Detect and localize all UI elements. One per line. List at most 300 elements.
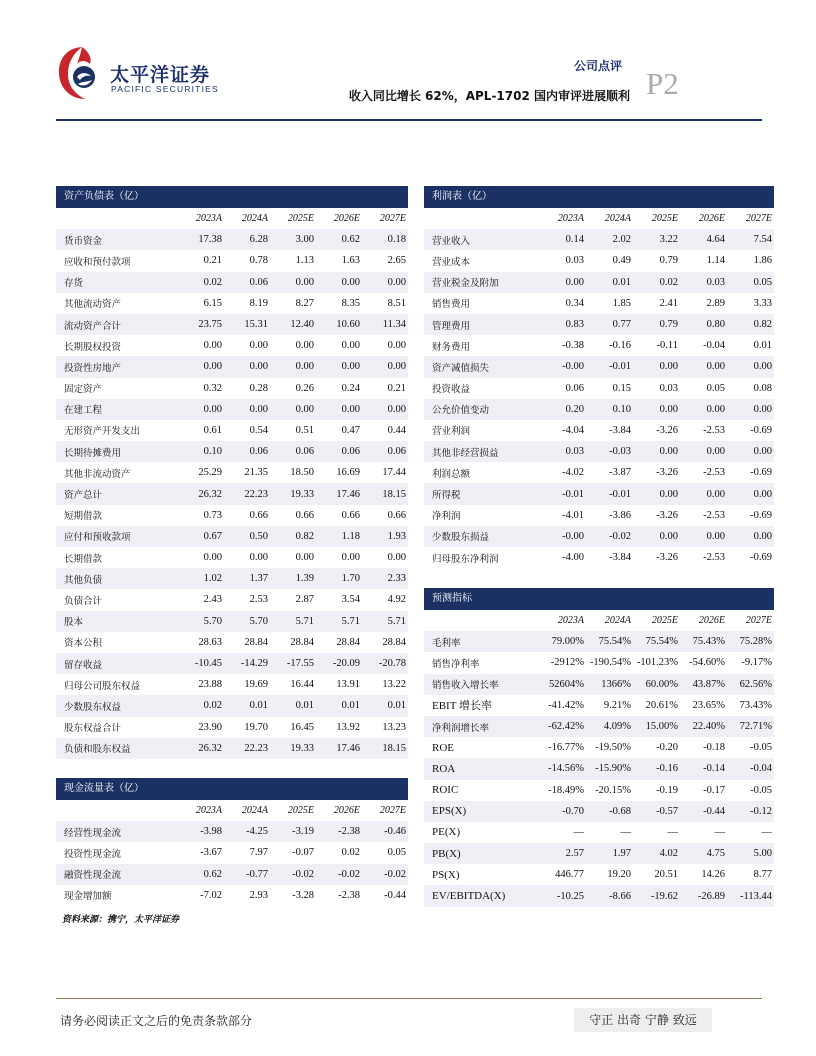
- table-row: [424, 695, 774, 716]
- row-label: 其他流动资产: [64, 299, 122, 311]
- table-row: [56, 632, 408, 653]
- row-value-cell: 0.62: [203, 868, 222, 880]
- row-value-cell: 0.00: [341, 276, 360, 288]
- table-row: [424, 885, 774, 906]
- row-value-cell: 0.83: [565, 319, 584, 331]
- table-row: [424, 483, 774, 504]
- table-row: [424, 229, 774, 250]
- row-value-cell: 1.02: [203, 573, 222, 585]
- row-value-cell: 0.06: [249, 446, 268, 458]
- row-label: 固定资产: [64, 384, 103, 396]
- table-row: [56, 378, 408, 399]
- row-value-cell: 0.08: [753, 382, 772, 394]
- row-value-cell: -0.77: [246, 868, 268, 880]
- row-label: 长期股权投资: [64, 341, 122, 353]
- table-row: [56, 399, 408, 420]
- row-value-cell: 75.28%: [739, 636, 772, 648]
- row-value-cell: -10.45: [194, 658, 222, 670]
- table-row: [424, 526, 774, 547]
- table-row: [424, 843, 774, 864]
- row-value-cell: 0.05: [706, 382, 725, 394]
- row-value-cell: -0.68: [609, 805, 631, 817]
- row-value-cell: 1.70: [341, 573, 360, 585]
- row-value-cell: -19.62: [650, 890, 678, 902]
- row-value-cell: 0.21: [203, 255, 222, 267]
- row-value-cell: -0.04: [750, 763, 772, 775]
- row-value-cell: -54.60%: [689, 657, 725, 669]
- row-value-cell: 15.00%: [645, 721, 678, 733]
- row-value-cell: -2.38: [338, 826, 360, 838]
- row-value-cell: 19.33: [290, 488, 314, 500]
- row-label: 财务费用: [432, 341, 471, 353]
- row-value-cell: -0.14: [703, 763, 725, 775]
- row-value-cell: -0.12: [750, 805, 772, 817]
- table-row: [424, 674, 774, 695]
- table-row: [56, 717, 408, 738]
- forecast-indicators-table: [424, 588, 774, 907]
- table-row: [424, 250, 774, 271]
- row-value-cell: 15.31: [244, 319, 268, 331]
- row-value-cell: -0.57: [656, 805, 678, 817]
- table-row: [56, 314, 408, 335]
- row-value-cell: -26.89: [697, 890, 725, 902]
- row-value-cell: 0.00: [706, 361, 725, 373]
- row-value-cell: 0.00: [387, 340, 406, 352]
- row-value-cell: -0.69: [750, 467, 772, 479]
- year-header-cell: 2027E: [379, 805, 406, 817]
- row-value-cell: —: [667, 826, 678, 838]
- table-title: 资产负债表（亿）: [56, 186, 408, 208]
- row-value-cell: -10.25: [556, 890, 584, 902]
- row-value-cell: 0.05: [753, 276, 772, 288]
- row-value-cell: 0.00: [203, 403, 222, 415]
- row-value-cell: 1.37: [249, 573, 268, 585]
- row-value-cell: 0.80: [706, 319, 725, 331]
- row-value-cell: 0.01: [295, 700, 314, 712]
- row-value-cell: 10.60: [336, 319, 360, 331]
- row-label: 资产减值损失: [432, 362, 490, 374]
- row-value-cell: 13.22: [382, 679, 406, 691]
- row-value-cell: -8.66: [609, 890, 631, 902]
- row-value-cell: 2.65: [387, 255, 406, 267]
- table-row: [424, 420, 774, 441]
- row-value-cell: 17.46: [336, 742, 360, 754]
- row-value-cell: 4.64: [706, 234, 725, 246]
- row-label: ROIC: [432, 784, 459, 797]
- row-value-cell: 0.20: [565, 403, 584, 415]
- row-value-cell: 0.01: [753, 340, 772, 352]
- table-row: [424, 631, 774, 652]
- row-value-cell: 23.88: [198, 679, 222, 691]
- row-value-cell: 3.54: [341, 594, 360, 606]
- table-row: [56, 462, 408, 483]
- row-value-cell: 0.66: [387, 509, 406, 521]
- row-value-cell: 0.47: [341, 424, 360, 436]
- row-value-cell: 1.14: [706, 255, 725, 267]
- row-value-cell: 2.87: [295, 594, 314, 606]
- row-value-cell: 0.05: [387, 847, 406, 859]
- row-value-cell: 8.35: [341, 297, 360, 309]
- row-value-cell: 7.97: [249, 847, 268, 859]
- row-value-cell: 5.71: [341, 615, 360, 627]
- row-value-cell: 0.00: [706, 446, 725, 458]
- table-row: [56, 842, 408, 863]
- row-value-cell: 0.00: [659, 488, 678, 500]
- row-value-cell: —: [714, 826, 725, 838]
- row-value-cell: -0.16: [656, 763, 678, 775]
- row-value-cell: 8.77: [753, 869, 772, 881]
- table-row: [56, 547, 408, 568]
- row-value-cell: -3.19: [292, 826, 314, 838]
- row-value-cell: 12.40: [290, 319, 314, 331]
- row-value-cell: 1366%: [601, 678, 631, 690]
- table-row: [424, 356, 774, 377]
- row-value-cell: 4.02: [659, 848, 678, 860]
- row-value-cell: 0.00: [753, 361, 772, 373]
- table-row: [56, 420, 408, 441]
- row-value-cell: 6.15: [203, 297, 222, 309]
- row-value-cell: 17.46: [336, 488, 360, 500]
- table-row: [56, 293, 408, 314]
- row-value-cell: -0.01: [562, 488, 584, 500]
- row-label: 管理费用: [432, 320, 471, 332]
- row-value-cell: -15.90%: [595, 763, 631, 775]
- table-row: [424, 716, 774, 737]
- row-value-cell: 0.32: [203, 382, 222, 394]
- row-label: 经营性现金流: [64, 827, 122, 839]
- row-value-cell: 0.54: [249, 424, 268, 436]
- year-header-cell: 2026E: [698, 615, 725, 627]
- row-value-cell: 1.93: [387, 530, 406, 542]
- row-label: 短期借款: [64, 511, 103, 523]
- row-value-cell: -190.54%: [589, 657, 631, 669]
- year-header-cell: 2023A: [557, 213, 584, 225]
- row-value-cell: 0.10: [612, 403, 631, 415]
- row-value-cell: -3.26: [656, 424, 678, 436]
- table-row: [56, 335, 408, 356]
- row-label: 股本: [64, 617, 84, 629]
- row-value-cell: -19.50%: [595, 742, 631, 754]
- row-value-cell: 23.90: [198, 721, 222, 733]
- row-value-cell: 8.19: [249, 297, 268, 309]
- row-value-cell: 0.00: [387, 361, 406, 373]
- row-label: 货币资金: [64, 235, 103, 247]
- row-value-cell: 72.71%: [739, 721, 772, 733]
- row-value-cell: 1.97: [612, 848, 631, 860]
- row-label: EV/EBITDA(X): [432, 890, 506, 903]
- row-label: 其他负债: [64, 574, 103, 586]
- row-label: 营业利润: [432, 426, 471, 438]
- data-source-note: 资料来源：携宁，太平洋证券: [62, 915, 180, 925]
- row-value-cell: -0.69: [750, 424, 772, 436]
- table-row: [424, 652, 774, 673]
- row-value-cell: 16.69: [336, 467, 360, 479]
- year-header-cell: 2026E: [698, 213, 725, 225]
- row-value-cell: -0.01: [609, 488, 631, 500]
- row-label: ROE: [432, 741, 454, 754]
- row-value-cell: 11.34: [382, 319, 406, 331]
- row-value-cell: -0.19: [656, 784, 678, 796]
- table-row: [56, 505, 408, 526]
- row-value-cell: 0.00: [295, 361, 314, 373]
- row-label: 应付和预收款项: [64, 532, 131, 544]
- year-header-row: [56, 208, 408, 229]
- row-label: 净利润: [432, 511, 461, 523]
- year-header-cell: 2025E: [287, 213, 314, 225]
- row-value-cell: 0.00: [203, 361, 222, 373]
- header-divider: [56, 119, 762, 121]
- row-value-cell: -0.01: [609, 361, 631, 373]
- row-label: PB(X): [432, 847, 461, 860]
- row-value-cell: 2.89: [706, 297, 725, 309]
- row-value-cell: 5.71: [295, 615, 314, 627]
- row-value-cell: 0.03: [565, 446, 584, 458]
- row-value-cell: -0.17: [703, 784, 725, 796]
- row-value-cell: 28.63: [198, 636, 222, 648]
- row-label: 投资性房地产: [64, 362, 122, 374]
- row-value-cell: 23.75: [198, 319, 222, 331]
- row-value-cell: 0.00: [249, 340, 268, 352]
- row-value-cell: 19.69: [244, 679, 268, 691]
- table-row: [424, 293, 774, 314]
- row-value-cell: 75.43%: [692, 636, 725, 648]
- row-value-cell: 26.32: [198, 742, 222, 754]
- row-label: 少数股东损益: [432, 532, 490, 544]
- row-value-cell: -9.17%: [741, 657, 772, 669]
- table-row: [424, 335, 774, 356]
- row-value-cell: 0.00: [753, 403, 772, 415]
- row-value-cell: 8.51: [387, 297, 406, 309]
- row-label: EBIT 增长率: [432, 700, 492, 713]
- year-header-cell: 2025E: [651, 213, 678, 225]
- row-label: 负债合计: [64, 595, 103, 607]
- row-label: 归母股东净利润: [432, 553, 499, 565]
- row-value-cell: 25.29: [198, 467, 222, 479]
- row-value-cell: 2.53: [249, 594, 268, 606]
- row-value-cell: 5.00: [753, 848, 772, 860]
- year-header-cell: 2023A: [557, 615, 584, 627]
- row-value-cell: -3.26: [656, 509, 678, 521]
- table-row: [56, 229, 408, 250]
- row-value-cell: 0.18: [387, 234, 406, 246]
- row-value-cell: 13.91: [336, 679, 360, 691]
- row-value-cell: -3.86: [609, 509, 631, 521]
- row-label: 营业成本: [432, 256, 471, 268]
- row-value-cell: 0.02: [341, 847, 360, 859]
- row-value-cell: —: [620, 826, 631, 838]
- row-value-cell: 19.20: [607, 869, 631, 881]
- row-value-cell: 0.03: [706, 276, 725, 288]
- row-label: 应收和预付款项: [64, 256, 131, 268]
- row-value-cell: 1.63: [341, 255, 360, 267]
- row-value-cell: 52604%: [549, 678, 584, 690]
- brand-name-en: PACIFIC SECURITIES: [111, 84, 219, 94]
- row-value-cell: -3.28: [292, 889, 314, 901]
- row-value-cell: 17.44: [382, 467, 406, 479]
- row-value-cell: 28.84: [382, 636, 406, 648]
- row-value-cell: 3.00: [295, 234, 314, 246]
- row-value-cell: -0.38: [562, 340, 584, 352]
- row-value-cell: -4.04: [562, 424, 584, 436]
- row-value-cell: -0.46: [384, 826, 406, 838]
- row-value-cell: -0.02: [338, 868, 360, 880]
- row-value-cell: 28.84: [290, 636, 314, 648]
- row-value-cell: 2.57: [565, 848, 584, 860]
- row-value-cell: 0.00: [341, 361, 360, 373]
- table-title: 现金流量表（亿）: [56, 778, 408, 800]
- row-value-cell: 0.34: [565, 297, 584, 309]
- row-value-cell: 0.66: [341, 509, 360, 521]
- row-value-cell: -0.44: [384, 889, 406, 901]
- year-header-cell: 2025E: [651, 615, 678, 627]
- row-label: 存货: [64, 278, 84, 290]
- row-value-cell: 1.18: [341, 530, 360, 542]
- row-value-cell: 19.33: [290, 742, 314, 754]
- year-header-cell: 2025E: [287, 805, 314, 817]
- table-row: [56, 885, 408, 906]
- row-value-cell: -3.67: [200, 847, 222, 859]
- row-value-cell: 0.00: [706, 530, 725, 542]
- row-value-cell: 2.02: [612, 234, 631, 246]
- row-value-cell: -3.26: [656, 467, 678, 479]
- row-value-cell: 0.77: [612, 319, 631, 331]
- row-value-cell: 0.21: [387, 382, 406, 394]
- row-value-cell: 0.01: [249, 700, 268, 712]
- table-row: [56, 653, 408, 674]
- row-label: PE(X): [432, 826, 461, 839]
- row-label: 销售净利率: [432, 658, 480, 670]
- row-label: 在建工程: [64, 405, 103, 417]
- row-value-cell: 0.00: [203, 552, 222, 564]
- row-value-cell: -2.53: [703, 552, 725, 564]
- row-value-cell: -0.69: [750, 509, 772, 521]
- row-value-cell: 0.02: [203, 700, 222, 712]
- row-value-cell: 0.03: [659, 382, 678, 394]
- row-value-cell: 0.00: [295, 552, 314, 564]
- row-value-cell: 0.00: [387, 276, 406, 288]
- row-value-cell: 13.92: [336, 721, 360, 733]
- row-value-cell: 9.21%: [603, 699, 631, 711]
- row-value-cell: 0.00: [659, 403, 678, 415]
- row-value-cell: -4.02: [562, 467, 584, 479]
- row-value-cell: 18.50: [290, 467, 314, 479]
- row-value-cell: 0.00: [203, 340, 222, 352]
- row-label: 现金增加额: [64, 891, 112, 903]
- row-label: 留存收益: [64, 659, 103, 671]
- row-value-cell: -0.70: [562, 805, 584, 817]
- row-value-cell: -14.56%: [548, 763, 584, 775]
- row-value-cell: 22.23: [244, 488, 268, 500]
- year-header-cell: 2024A: [604, 615, 631, 627]
- row-label: 其他非流动资产: [64, 468, 131, 480]
- row-value-cell: 0.00: [249, 361, 268, 373]
- row-value-cell: 0.79: [659, 319, 678, 331]
- row-label: 公允价值变动: [432, 405, 490, 417]
- row-value-cell: 75.54%: [598, 636, 631, 648]
- row-value-cell: -4.25: [246, 826, 268, 838]
- income-statement-table: [424, 186, 774, 568]
- table-row: [56, 272, 408, 293]
- row-value-cell: 0.00: [706, 488, 725, 500]
- pacific-securities-logo-icon: [56, 44, 106, 102]
- row-value-cell: 0.00: [295, 403, 314, 415]
- row-value-cell: 8.27: [295, 297, 314, 309]
- table-row: [424, 780, 774, 801]
- row-value-cell: -41.42%: [548, 699, 584, 711]
- row-value-cell: -0.16: [609, 340, 631, 352]
- row-value-cell: 0.62: [341, 234, 360, 246]
- row-value-cell: 0.01: [612, 276, 631, 288]
- row-label: 负债和股东权益: [64, 744, 131, 756]
- year-header-cell: 2023A: [195, 805, 222, 817]
- table-row: [424, 758, 774, 779]
- table-row: [424, 314, 774, 335]
- row-value-cell: 19.70: [244, 721, 268, 733]
- row-value-cell: -0.05: [750, 742, 772, 754]
- row-value-cell: -4.00: [562, 552, 584, 564]
- row-value-cell: 13.23: [382, 721, 406, 733]
- table-row: [424, 462, 774, 483]
- row-value-cell: -2.53: [703, 467, 725, 479]
- row-value-cell: -3.87: [609, 467, 631, 479]
- row-value-cell: —: [761, 826, 772, 838]
- row-value-cell: 0.79: [659, 255, 678, 267]
- row-value-cell: 0.00: [659, 361, 678, 373]
- row-value-cell: 0.00: [659, 446, 678, 458]
- row-value-cell: -17.55: [286, 658, 314, 670]
- row-value-cell: 0.14: [565, 234, 584, 246]
- row-value-cell: 0.06: [249, 276, 268, 288]
- table-row: [424, 822, 774, 843]
- row-value-cell: 0.78: [249, 255, 268, 267]
- year-header-cell: 2027E: [745, 213, 772, 225]
- row-value-cell: -0.02: [292, 868, 314, 880]
- year-header-cell: 2027E: [745, 615, 772, 627]
- row-label: 利润总额: [432, 468, 471, 480]
- row-value-cell: -113.44: [740, 890, 772, 902]
- row-value-cell: -7.02: [200, 889, 222, 901]
- row-value-cell: 60.00%: [645, 678, 678, 690]
- row-value-cell: 0.26: [295, 382, 314, 394]
- row-label: 所得税: [432, 490, 461, 502]
- row-value-cell: 28.84: [336, 636, 360, 648]
- row-label: 股东权益合计: [64, 723, 122, 735]
- row-label: EPS(X): [432, 805, 467, 818]
- row-value-cell: -14.29: [240, 658, 268, 670]
- row-value-cell: 22.40%: [692, 721, 725, 733]
- row-value-cell: 3.33: [753, 297, 772, 309]
- table-row: [424, 801, 774, 822]
- row-value-cell: 73.43%: [739, 699, 772, 711]
- row-value-cell: 0.82: [295, 530, 314, 542]
- row-value-cell: 0.49: [612, 255, 631, 267]
- year-header-cell: 2023A: [195, 213, 222, 225]
- table-row: [56, 441, 408, 462]
- row-value-cell: 0.00: [249, 403, 268, 415]
- table-title: 利润表（亿）: [424, 186, 774, 208]
- row-label: 长期待摊费用: [64, 447, 122, 459]
- report-title: 收入同比增长 62%，APL-1702 国内审评进展顺利: [348, 89, 630, 103]
- row-value-cell: 0.00: [341, 552, 360, 564]
- row-value-cell: 0.00: [387, 403, 406, 415]
- row-value-cell: -0.69: [750, 552, 772, 564]
- row-value-cell: 0.02: [659, 276, 678, 288]
- row-value-cell: -20.78: [378, 658, 406, 670]
- balance-sheet-table: [56, 186, 408, 759]
- year-header-cell: 2024A: [241, 805, 268, 817]
- year-header-row: [424, 610, 774, 631]
- row-value-cell: 2.93: [249, 889, 268, 901]
